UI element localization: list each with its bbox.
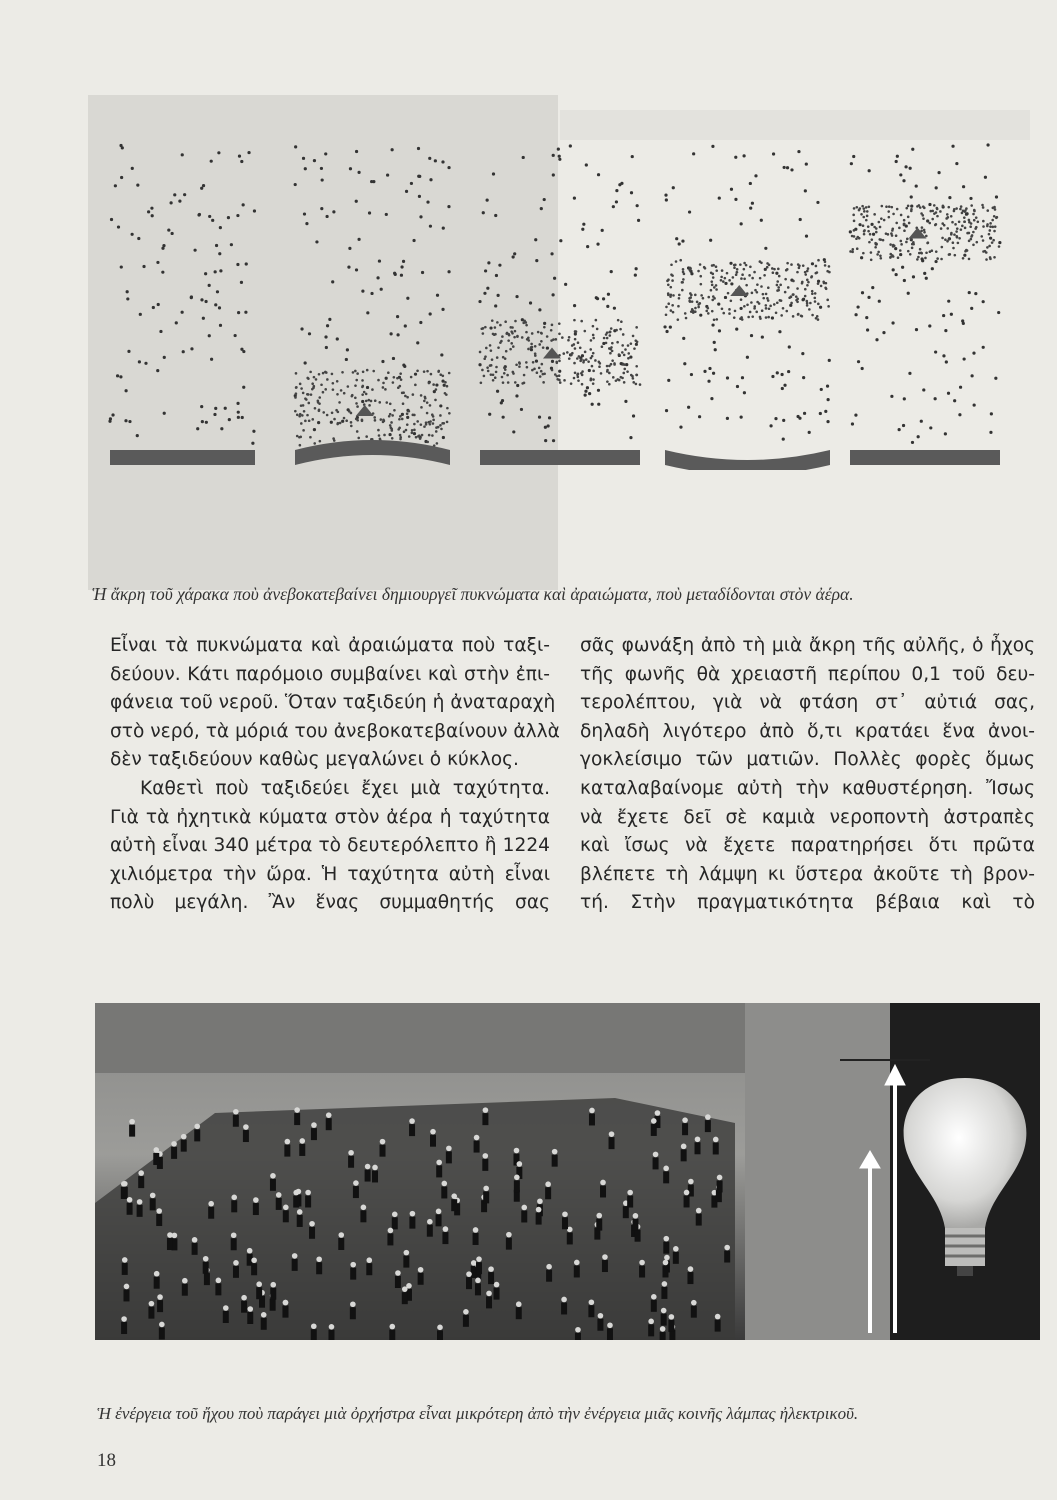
text-line: φάνεια τοῦ νεροῦ. Ὅταν ταξιδεύη ἡ ἀναταραχὴ [110, 692, 556, 714]
text-column-right [580, 632, 1035, 918]
up-arrow-icon [730, 285, 748, 296]
text-line: δὲν ταξιδεύουν καθὼς μεγαλώνει ὁ κύκλος. [110, 749, 519, 771]
diagram-panel [478, 144, 641, 465]
diagram-panel [663, 145, 830, 470]
text-line: τή. Στὴν πραγματικότητα βέβαια καὶ τὸ [580, 892, 1035, 914]
text-line: γοκλείσιμο τῶν ματιῶν. Πολλὲς φορὲς ὅμως [580, 749, 1035, 771]
ruler-plate [110, 450, 255, 465]
ruler-plate [295, 440, 450, 465]
text-line: αὐτὴ εἶναι 340 μέτρα τὸ δευτερόλεπτο ἢ 1224 [110, 835, 550, 857]
page-number: 18 [97, 1450, 116, 1471]
up-arrow-icon [543, 348, 561, 359]
text-line: τῆς φωνῆς θὰ χρειαστῆ περίπου 0,1 τοῦ δευ- [580, 663, 1035, 685]
text-line: στὸ νερό, τὰ μόριά του ἀνεβοκατεβαίνουν ἀλλὰ [110, 720, 560, 742]
diagram-panel [849, 143, 1002, 465]
text-line: Εἶναι τὰ πυκνώματα καὶ ἀραιώματα ποὺ ταξι- [110, 635, 550, 656]
text-line: καταλαβαίνομε αὐτὴ τὴν καθυστέρηση. Ἴσως [580, 777, 1035, 799]
orchestra-and-lightbulb-photo [95, 1003, 1040, 1340]
text-line: δεύουν. Κάτι παρόμοιο συμβαίνει καὶ στὴν ἐπι- [110, 663, 550, 685]
diagram-panel [294, 145, 451, 465]
ruler-plate [665, 450, 830, 470]
text-line: καὶ ἴσως νὰ ἔχετε παρατηρήσει ὅτι πρῶτα [580, 835, 1035, 857]
text-line: βλέπετε τὴ λάμψη κι ὕστερα ἀκοῦτε τὴ βρον- [580, 863, 1035, 885]
ruler-plate [850, 450, 1000, 465]
text-line: Καθετὶ ποὺ ταξιδεύει ἔχει μιὰ ταχύτητα. [140, 777, 550, 799]
text-line: χιλιόμετρα τὴν ὥρα. Ἡ ταχύτητα αὐτὴ εἶναι [110, 863, 550, 885]
text-line: Γιὰ τὰ ἠχητικὰ κύματα στὸν ἀέρα ἡ ταχύτητα [110, 806, 550, 828]
ruler-plate [480, 450, 640, 465]
text-column-left [110, 632, 560, 918]
text-line: πολὺ μεγάλη. Ἂν ἕνας συμμαθητής σας [110, 892, 550, 914]
text-line: τερολέπτου, γιὰ νὰ φτάση στ᾽ αὐτιά σας, [580, 692, 1035, 714]
figure-caption-orchestra: Ἡ ἐνέργεια τοῦ ἤχου ποὺ παράγει μιὰ ὀρχήστρα εἶναι μικρότερη ἀπὸ τὴν ἐνέργεια μιᾶς κοινῆς λάμπας ἠλεκτρικοῦ. [97, 1404, 859, 1423]
sound-wave-diagram [95, 120, 1025, 470]
figure-caption-ruler: Ἡ ἄκρη τοῦ χάρακα ποὺ ἀνεβοκατεβαίνει δημιουργεῖ πυκνώματα καὶ ἀραιώματα, ποὺ μεταδίδονται στὸν ἀέρα. [92, 584, 854, 604]
diagram-panel [108, 144, 256, 465]
text-line: δηλαδὴ λιγότερο ἀπὸ ὅ,τι κρατάει ἕνα ἀνοι- [580, 720, 1035, 742]
text-line: νὰ ἔχετε δεῖ σὲ καμιὰ νεροποντὴ ἀστραπὲς [580, 806, 1035, 828]
text-line: σᾶς φωνάξη ἀπὸ τὴ μιὰ ἄκρη τῆς αὐλῆς, ὁ ἦχος [580, 635, 1035, 656]
